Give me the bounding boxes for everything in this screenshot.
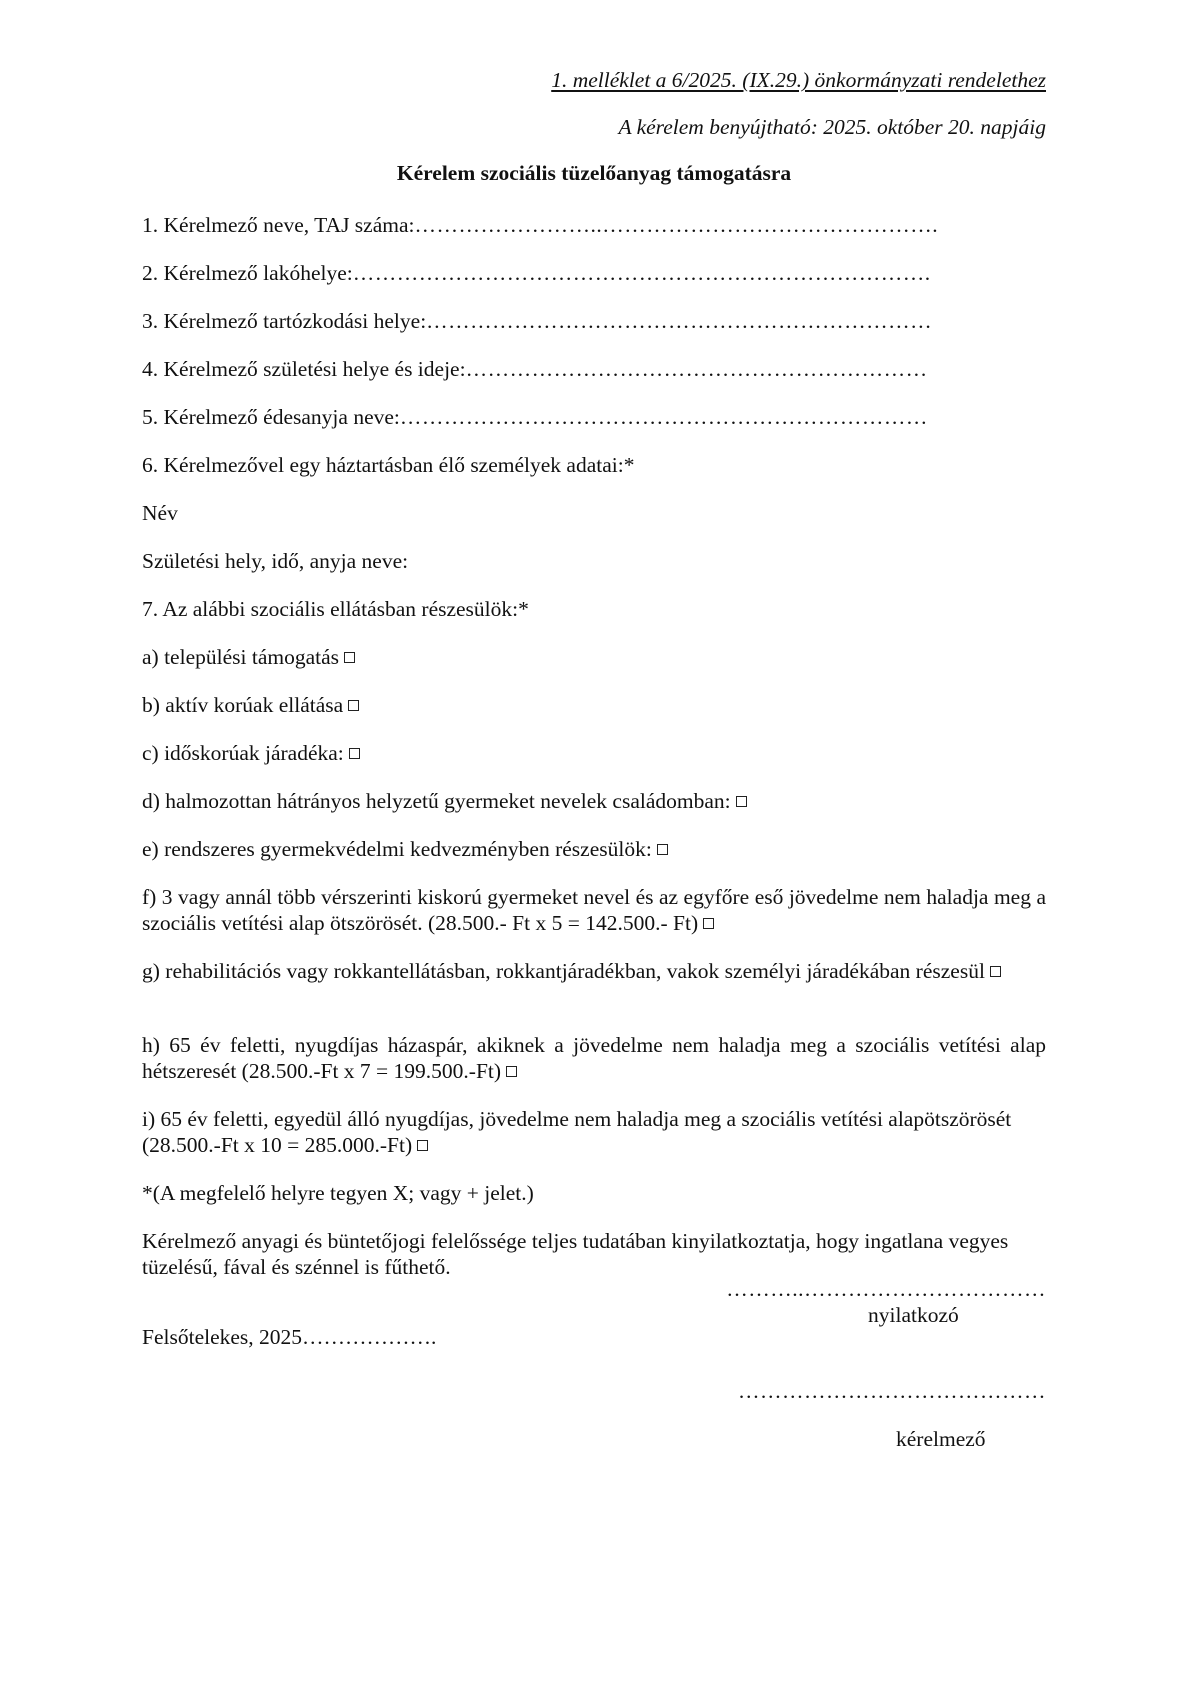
household-name-label: Név [142, 501, 178, 525]
annex-reference: 1. melléklet a 6/2025. (IX.29.) önkormányzati rendelethez [551, 68, 1046, 92]
document-title: Kérelem szociális tüzelőanyag támogatásra [396, 161, 792, 185]
household-birth-label: Születési hely, idő, anyja neve: [142, 549, 409, 573]
declaration-text: Kérelmező anyagi és büntetőjogi felelőssége teljes tudatában kinyilatkoztatja, hogy ingatlana vegyes tüzelésű, fával és szénnel is fűthető. [142, 1229, 1009, 1279]
declarant-label: nyilatkozó [868, 1303, 959, 1327]
fill-in-line[interactable]: ……………………..………………………………………. [414, 213, 939, 237]
declarant-signature-line[interactable]: ………..…………………………… [726, 1277, 1046, 1301]
benefits-heading: 7. Az alábbi szociális ellátásban részesülök:* [142, 597, 529, 621]
benefit-item-g [142, 958, 1046, 984]
checkbox[interactable] [417, 1140, 428, 1151]
checkbox[interactable] [348, 700, 359, 711]
field-label: 1. Kérelmező neve, TAJ száma: [142, 213, 415, 237]
benefit-item-c [142, 740, 360, 766]
checkbox[interactable] [990, 966, 1001, 977]
benefit-label: b) aktív korúak ellátása [142, 693, 344, 717]
field-label: 4. Kérelmező születési helye és ideje: [142, 357, 466, 381]
checkbox[interactable] [349, 748, 360, 759]
field-place-of-stay [142, 308, 932, 334]
benefit-label: e) rendszeres gyermekvédelmi kedvezményben részesülök: [142, 837, 652, 861]
field-mother-name [142, 404, 928, 430]
checkbox[interactable] [703, 918, 714, 929]
field-applicant-name-taj [142, 212, 938, 238]
benefit-label: i) 65 év feletti, egyedül álló nyugdíjas, jövedelme nem haladja meg a szociális vetítési alapötszörösét (28.500.-Ft x 10 = 285.000.-Ft) [142, 1107, 1012, 1157]
benefit-item-a [142, 644, 355, 670]
submission-deadline: A kérelem benyújtható: 2025. október 20. napjáig [618, 115, 1046, 139]
benefit-item-i [142, 1106, 1046, 1158]
footnote: *(A megfelelő helyre tegyen X; vagy + jelet.) [142, 1181, 534, 1205]
field-label: 2. Kérelmező lakóhelye: [142, 261, 353, 285]
applicant-signature-line[interactable]: …………………………………… [738, 1379, 1046, 1403]
document-page [142, 0, 1046, 1683]
benefit-label: h) 65 év feletti, nyugdíjas házaspár, akiknek a jövedelme nem haladja meg a szociális vetítési alap hétszeresét (28.500.-Ft x 7 = 199.500.-Ft) [142, 1033, 1046, 1083]
checkbox[interactable] [506, 1066, 517, 1077]
fill-in-line[interactable]: ……………………………………………………………… [399, 405, 928, 429]
benefit-label: a) települési támogatás [142, 645, 340, 669]
household-heading: 6. Kérelmezővel egy háztartásban élő személyek adatai:* [142, 453, 635, 477]
applicant-label: kérelmező [896, 1427, 986, 1451]
benefit-label: f) 3 vagy annál több vérszerinti kiskorú gyermeket nevel és az egyfőre eső jövedelme nem haladja meg a szociális vetítési alap ötszörösét. (28.500.- Ft x 5 = 142.500.- Ft) [142, 885, 1046, 935]
checkbox[interactable] [344, 652, 355, 663]
field-birth-place-date [142, 356, 928, 382]
benefit-label: d) halmozottan hátrányos helyzetű gyermeket nevelek családomban: [142, 789, 731, 813]
benefit-label: c) időskorúak járadéka: [142, 741, 344, 765]
fill-in-line[interactable]: …………………………………………………………… [426, 309, 933, 333]
fill-in-line[interactable]: ……………………………………………………………………. [352, 261, 931, 285]
benefit-item-h [142, 1032, 1046, 1084]
benefit-item-d [142, 788, 747, 814]
field-label: 3. Kérelmező tartózkodási helye: [142, 309, 427, 333]
fill-in-line[interactable]: ……………………………………………………… [465, 357, 928, 381]
benefit-item-b [142, 692, 359, 718]
benefit-item-e [142, 836, 668, 862]
checkbox[interactable] [736, 796, 747, 807]
field-label: 5. Kérelmező édesanyja neve: [142, 405, 400, 429]
field-residence [142, 260, 931, 286]
place-date[interactable]: Felsőtelekes, 2025………………. [142, 1325, 437, 1349]
benefit-label: g) rehabilitációs vagy rokkantellátásban, rokkantjáradékban, vakok személyi járadékában részesül [142, 959, 985, 983]
benefit-item-f [142, 884, 1046, 936]
checkbox[interactable] [657, 844, 668, 855]
